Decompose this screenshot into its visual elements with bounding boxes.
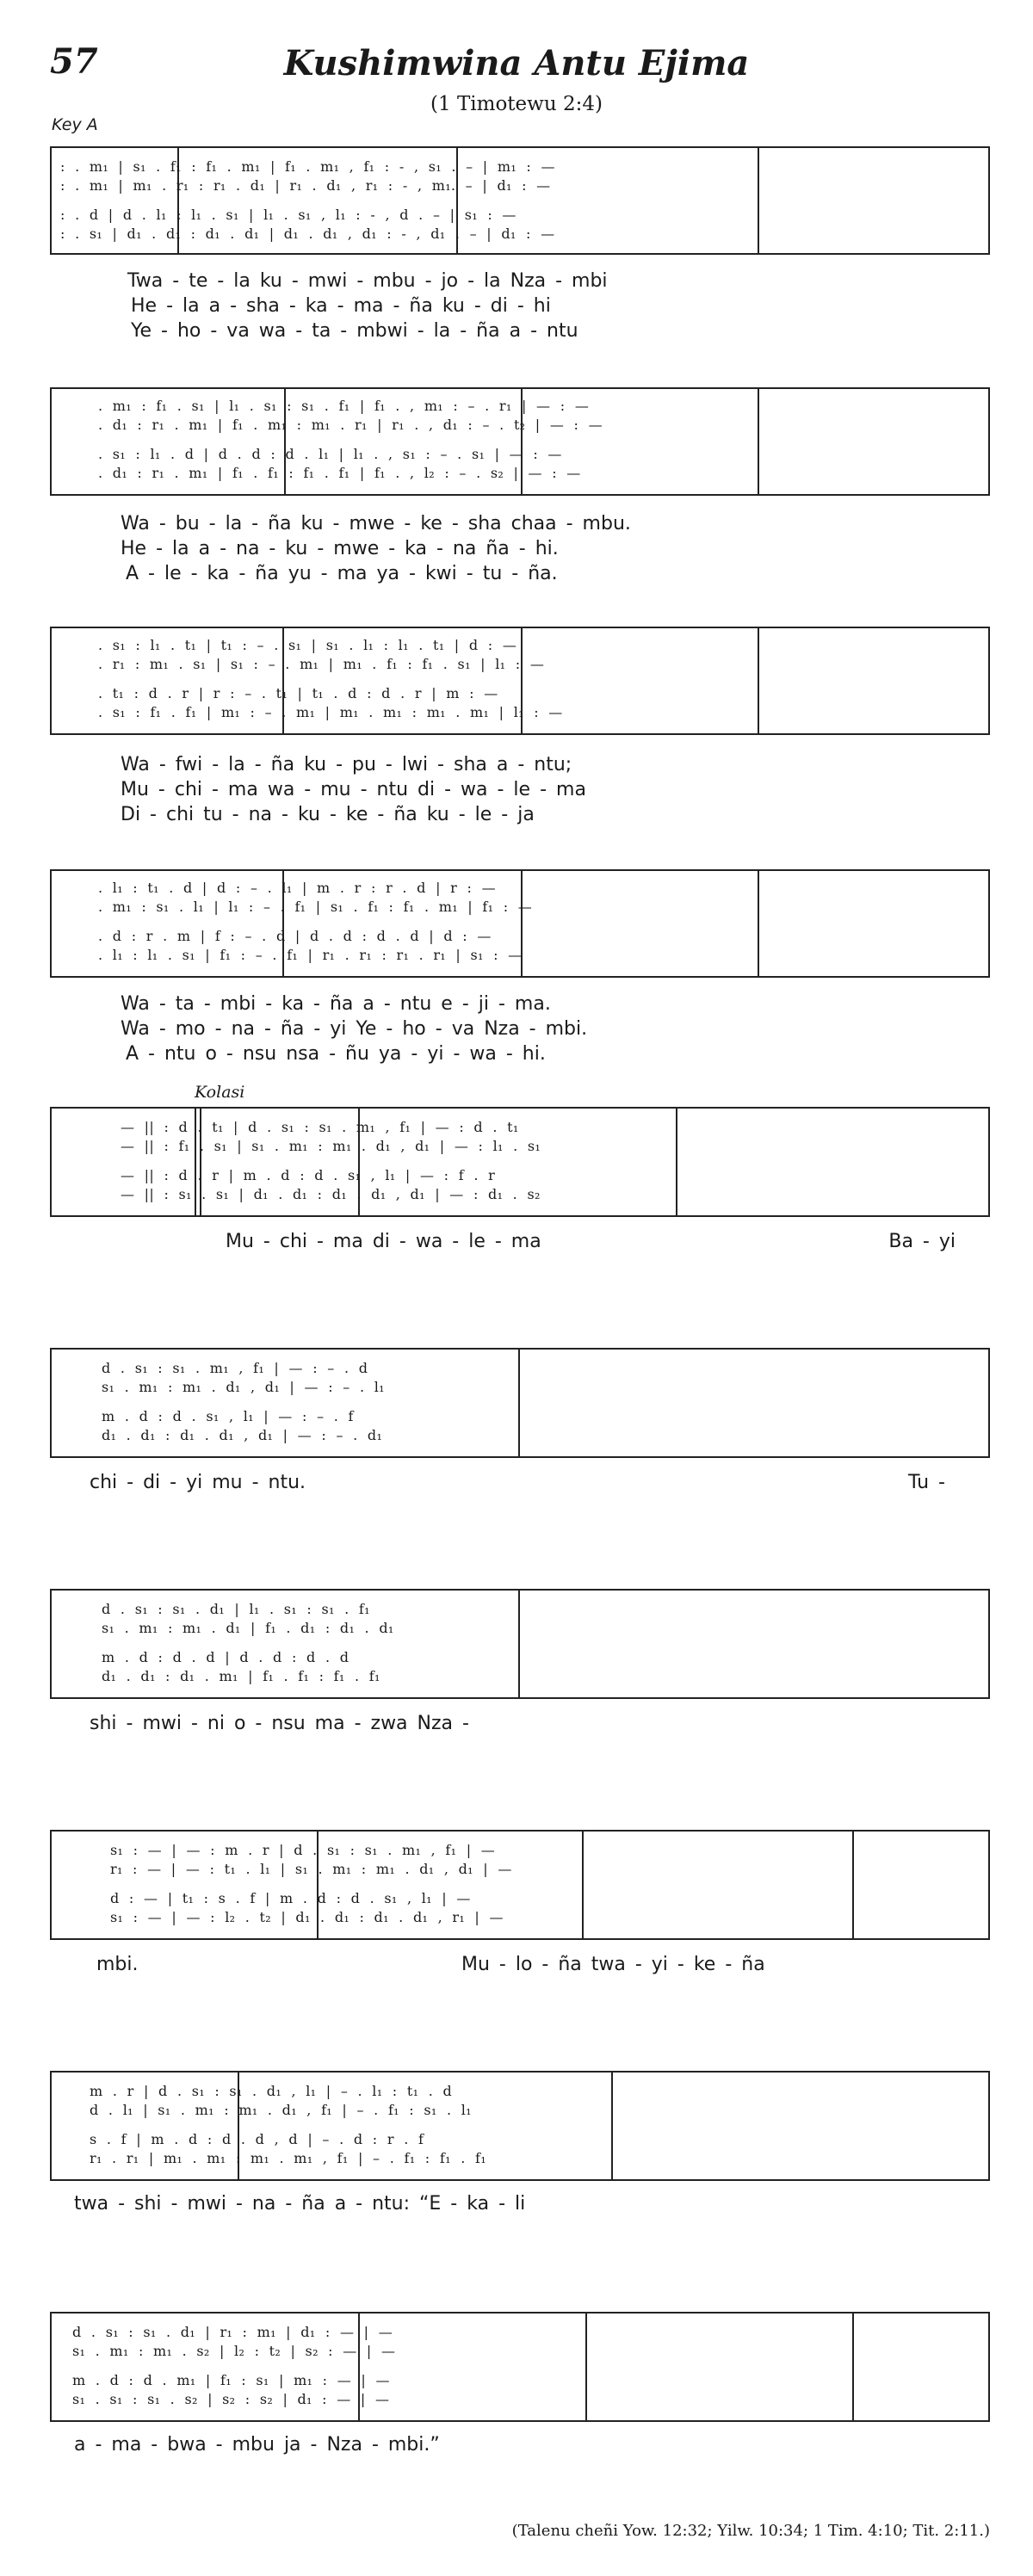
alto-part: s₁ . m₁ : m₁ . d₁ , d₁ | — : – . l₁: [102, 1379, 385, 1395]
bass-part: d₁ . d₁ : d₁ . m₁ | f₁ . f₁ : f₁ . f₁: [102, 1668, 380, 1684]
lyric-line: Wa - mo - na - ña - yi Ye - ho - va Nza - mbi.: [121, 1018, 588, 1040]
lyric-line: shi - mwi - ni o - nsu ma - zwa Nza -: [90, 1713, 469, 1734]
chorus-label: Kolasi: [195, 1083, 245, 1102]
soprano-part: . s₁ : l₁ . t₁ | t₁ : – . s₁ | s₁ . l₁ : l₁ . t₁ | d : —: [98, 637, 517, 653]
tenor-part: m . d : d . d | d . d : d . d: [102, 1649, 349, 1665]
music-staff-10: [50, 2312, 990, 2422]
lyric-line: A - ntu o - nsu nsa - ñu ya - yi - wa - hi.: [126, 1043, 546, 1065]
alto-part: s₁ . m₁ : m₁ . d₁ | f₁ . d₁ : d₁ . d₁: [102, 1620, 394, 1636]
alto-part: . r₁ : m₁ . s₁ | s₁ : – . m₁ | m₁ . f₁ : f₁ . s₁ | l₁ : —: [98, 656, 545, 672]
bass-part: s₁ . s₁ : s₁ . s₂ | s₂ : s₂ | d₁ : — | —: [72, 2391, 390, 2407]
bass-part: d₁ . d₁ : d₁ . d₁ , d₁ | — : – . d₁: [102, 1427, 383, 1443]
music-staff-8: [50, 1830, 990, 1940]
bass-part: : . s₁ | d₁ . d₁ : d₁ . d₁ | d₁ . d₁ , d₁ : - , d₁ . – | d₁ : —: [60, 225, 555, 242]
lyric-line: Ye - ho - va wa - ta - mbwi - la - ña a - ntu: [131, 320, 578, 342]
soprano-part: . l₁ : t₁ . d | d : – . l₁ | m . r : r . d | r : —: [98, 880, 496, 896]
soprano-part: d . s₁ : s₁ . d₁ | r₁ : m₁ | d₁ : — | —: [72, 2324, 393, 2340]
alto-part: d . l₁ | s₁ . m₁ : m₁ . d₁ , f₁ | – . f₁ : s₁ . l₁: [90, 2102, 472, 2118]
alto-part: : . m₁ | m₁ . r₁ : r₁ . d₁ | r₁ . d₁ , r₁ : - , m₁. – | d₁ : —: [60, 177, 551, 194]
lyric-line: a - ma - bwa - mbu ja - Nza - mbi.”: [74, 2434, 440, 2456]
hymn-title: Kushimwina Antu Ejima: [283, 43, 750, 83]
soprano-part: : . m₁ | s₁ . f₁ : f₁ . m₁ | f₁ . m₁ , f₁ : - , s₁ . – | m₁ : —: [60, 158, 555, 175]
bass-part: . l₁ : l₁ . s₁ | f₁ : – . f₁ | r₁ . r₁ : r₁ . r₁ | s₁ : —: [98, 947, 523, 963]
lyric-line: Di - chi tu - na - ku - ke - ña ku - le - ja: [121, 804, 535, 825]
lyric-line: Tu -: [908, 1472, 945, 1493]
tenor-part: m . d : d . s₁ , l₁ | — : – . f: [102, 1408, 354, 1424]
soprano-part: s₁ : — | — : m . r | d . s₁ : s₁ . m₁ , f₁ | —: [110, 1842, 496, 1858]
soprano-part: — || : d . t₁ | d . s₁ : s₁ . m₁ , f₁ | — : d . t₁: [121, 1119, 519, 1135]
lyric-line: mbi.: [96, 1954, 139, 1975]
tenor-part: . t₁ : d . r | r : – . t₁ | t₁ . d : d . r | m : —: [98, 685, 498, 701]
lyric-line: Mu - chi - ma wa - mu - ntu di - wa - le - ma: [121, 779, 586, 800]
soprano-part: d . s₁ : s₁ . d₁ | l₁ . s₁ : s₁ . f₁: [102, 1601, 370, 1617]
bass-part: . s₁ : f₁ . f₁ | m₁ : – . m₁ | m₁ . m₁ : m₁ . m₁ | l₁ : —: [98, 704, 563, 720]
lyric-line: He - la a - na - ku - mwe - ka - na ña - hi.: [121, 538, 559, 559]
bass-part: . d₁ : r₁ . m₁ | f₁ . f₁ : f₁ . f₁ | f₁ . , l₂ : – . s₂ | — : —: [98, 465, 581, 481]
tenor-part: . d : r . m | f : – . d | d . d : d . d | d : —: [98, 928, 492, 944]
music-staff-3: [50, 627, 990, 735]
music-staff-1: [50, 146, 990, 255]
tenor-part: s . f | m . d : d . d , d | – . d : r . f: [90, 2131, 424, 2147]
alto-part: . d₁ : r₁ . m₁ | f₁ . m₁ : m₁ . r₁ | r₁ . , d₁ : – . t₂ | — : —: [98, 417, 603, 433]
lyric-line: twa - shi - mwi - na - ña a - ntu: “E - ka - li: [74, 2193, 526, 2215]
music-staff-2: [50, 387, 990, 496]
lyric-line: Wa - ta - mbi - ka - ña a - ntu e - ji - ma.: [121, 993, 551, 1015]
footnote-references: (Talenu cheñi Yow. 12:32; Yilw. 10:34; 1 Tim. 4:10; Tit. 2:11.): [511, 2522, 990, 2540]
soprano-part: . m₁ : f₁ . s₁ | l₁ . s₁ : s₁ . f₁ | f₁ . , m₁ : – . r₁ | — : —: [98, 398, 590, 414]
bass-part: — || : s₁ . s₁ | d₁ . d₁ : d₁ . d₁ , d₁ | — : d₁ . s₂: [121, 1186, 541, 1202]
tenor-part: — || : d . r | m . d : d . s₁ , l₁ | — : f . r: [121, 1167, 496, 1183]
lyric-line: Mu - chi - ma di - wa - le - ma: [226, 1231, 541, 1252]
lyric-line: Twa - te - la ku - mwi - mbu - jo - la Nza - mbi: [127, 270, 608, 292]
bass-part: r₁ . r₁ | m₁ . m₁ : m₁ . m₁ , f₁ | – . f₁ : f₁ . f₁: [90, 2150, 486, 2166]
scripture-reference: (1 Timotewu 2:4): [430, 93, 603, 115]
music-staff-7: [50, 1589, 990, 1699]
tenor-part: . s₁ : l₁ . d | d . d : d . l₁ | l₁ . , s₁ : – . s₁ | — : —: [98, 446, 562, 462]
hymn-number: 57: [50, 41, 98, 82]
alto-part: — || : f₁ . s₁ | s₁ . m₁ : m₁ . d₁ , d₁ | — : l₁ . s₁: [121, 1138, 541, 1154]
bass-part: s₁ : — | — : l₂ . t₂ | d₁ . d₁ : d₁ . d₁ , r₁ | —: [110, 1909, 504, 1925]
lyric-line: Ba - yi: [888, 1231, 956, 1252]
lyric-line: Wa - fwi - la - ña ku - pu - lwi - sha a - ntu;: [121, 754, 572, 775]
tenor-part: : . d | d . l₁ : l₁ . s₁ | l₁ . s₁ , l₁ : - , d . – | s₁ : —: [60, 207, 516, 223]
lyric-line: Wa - bu - la - ña ku - mwe - ke - sha chaa - mbu.: [121, 513, 631, 534]
alto-part: s₁ . m₁ : m₁ . s₂ | l₂ : t₂ | s₂ : — | —: [72, 2343, 396, 2359]
music-staff-9: [50, 2071, 990, 2181]
lyric-line: chi - di - yi mu - ntu.: [90, 1472, 306, 1493]
tenor-part: d : — | t₁ : s . f | m . d : d . s₁ , l₁ | —: [110, 1890, 471, 1906]
lyric-line: He - la a - sha - ka - ma - ña ku - di - hi: [131, 295, 551, 317]
lyric-line: A - le - ka - ña yu - ma ya - kwi - tu - ña.: [126, 563, 558, 584]
key-signature: Key A: [52, 115, 98, 134]
soprano-part: d . s₁ : s₁ . m₁ , f₁ | — : – . d: [102, 1360, 368, 1376]
lyric-line: Mu - lo - ña twa - yi - ke - ña: [461, 1954, 765, 1975]
alto-part: . m₁ : s₁ . l₁ | l₁ : – . f₁ | s₁ . f₁ : f₁ . m₁ | f₁ : —: [98, 899, 533, 915]
music-staff-6: [50, 1348, 990, 1458]
tenor-part: m . d : d . m₁ | f₁ : s₁ | m₁ : — | —: [72, 2372, 390, 2388]
music-staff-5: [50, 1107, 990, 1217]
music-staff-4: [50, 869, 990, 978]
alto-part: r₁ : — | — : t₁ . l₁ | s₁ . m₁ : m₁ . d₁ , d₁ | —: [110, 1861, 512, 1877]
soprano-part: m . r | d . s₁ : s₁ . d₁ , l₁ | – . l₁ : t₁ . d: [90, 2083, 453, 2099]
